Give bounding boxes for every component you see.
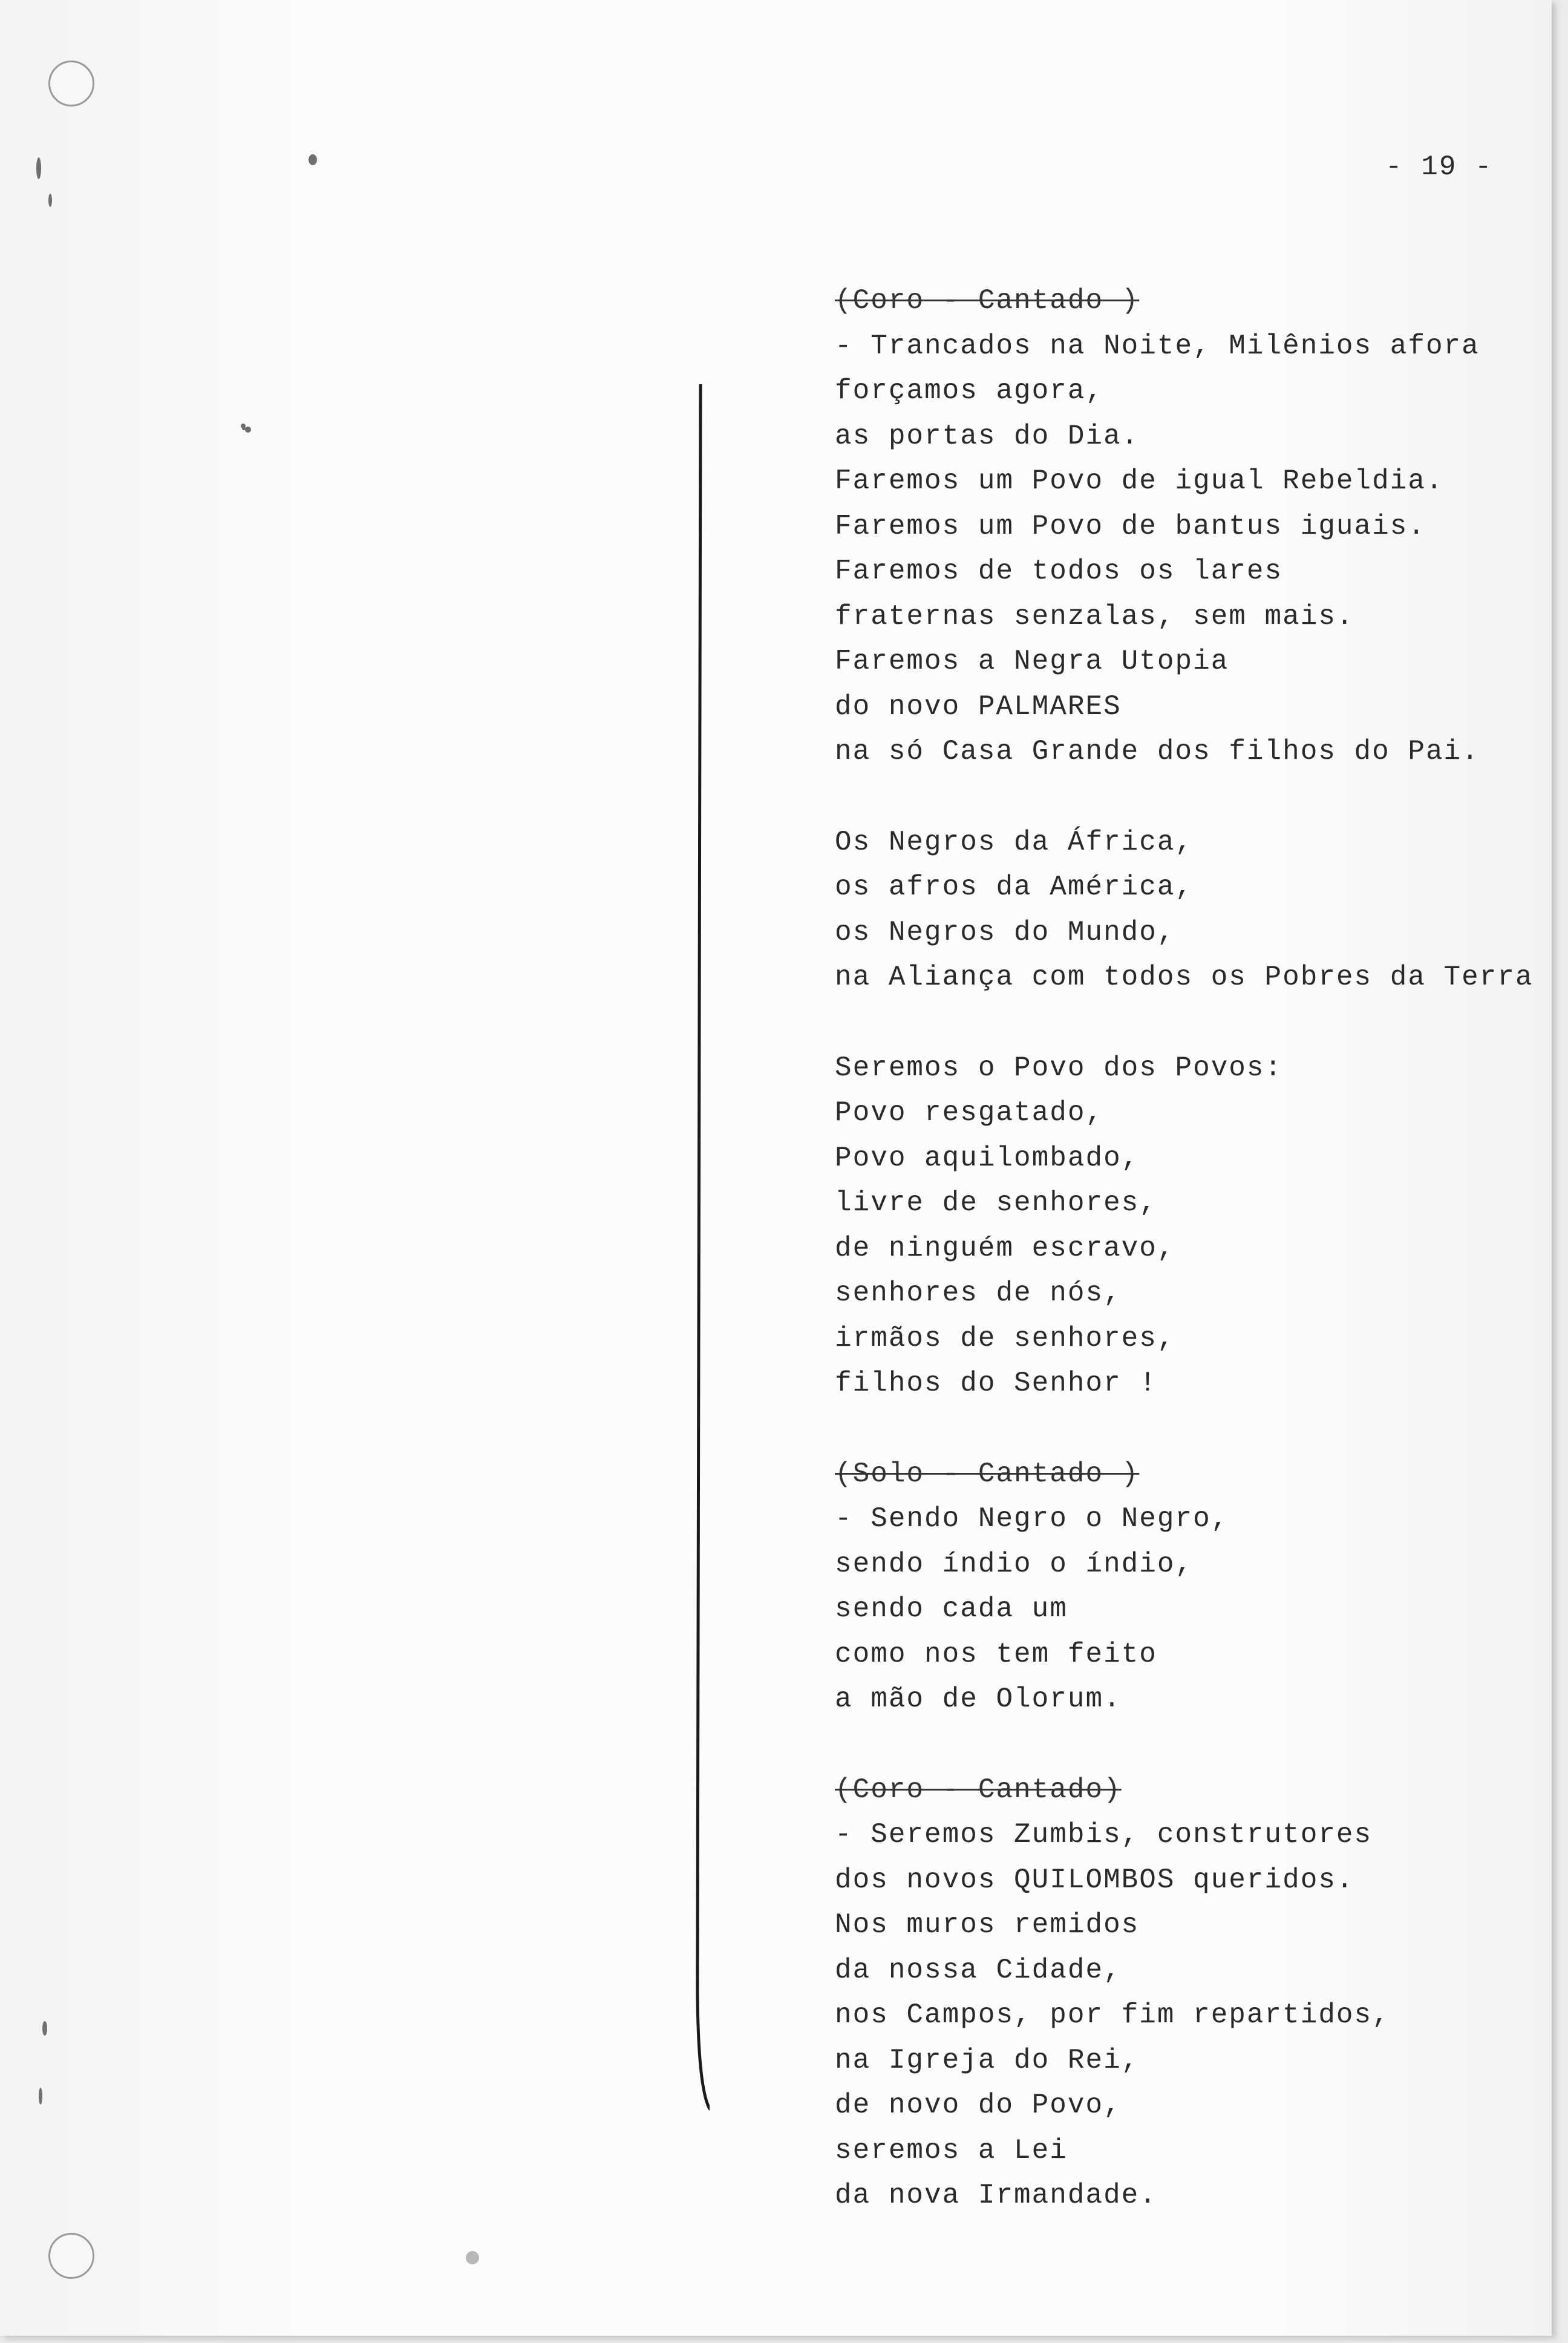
margin-line [691,384,710,2112]
poem-line: Faremos a Negra Utopia [835,646,1229,677]
speck [466,2251,479,2264]
poem-line: - Seremos Zumbis, construtores [835,1819,1373,1850]
poem-line: Nos muros remidos [835,1909,1140,1941]
stanza-gap [835,1000,1549,1046]
poem-line: Seremos o Povo dos Povos: [835,1052,1283,1084]
section-label: (Coro - Cantado) [835,1774,1122,1806]
poem-line: de ninguém escravo, [835,1232,1175,1264]
poem-line: Povo resgatado, [835,1097,1104,1129]
poem-line: na Igreja do Rei, [835,2044,1140,2076]
poem-line: os Negros do Mundo, [835,916,1175,948]
stanza-gap [835,775,1549,820]
poem-line: os afros da América, [835,871,1194,903]
poem-line: dos novos QUILOMBOS queridos. [835,1864,1354,1896]
poem-line: livre de senhores, [835,1187,1157,1219]
poem-line: da nova Irmandade. [835,2180,1157,2211]
poem-line: as portas do Dia. [835,420,1140,452]
stanza-gap [835,1406,1549,1452]
poem-line: - Trancados na Noite, Milênios afora [835,330,1480,362]
poem-line: a mão de Olorum. [835,1683,1122,1715]
poem-line: fraternas senzalas, sem mais. [835,600,1354,632]
poem-line: Povo aquilombado, [835,1142,1140,1174]
poem-line: - Sendo Negro o Negro, [835,1503,1229,1535]
speck [39,2088,42,2105]
poem-line: na só Casa Grande dos filhos do Pai. [835,736,1480,767]
poem-line: nos Campos, por fim repartidos, [835,1999,1390,2031]
poem-line: do novo PALMARES [835,690,1122,723]
poem-line: na Aliança com todos os Pobres da Terra [835,962,1534,993]
poem-line: sendo cada um [835,1593,1068,1625]
poem-line: forçamos agora, [835,375,1104,407]
stanza-gap [835,1722,1549,1768]
poem-line: Faremos um Povo de bantus iguais. [835,510,1426,542]
section-label: (Solo - Cantado ) [835,1458,1140,1490]
poem-line: como nos tem feito [835,1638,1157,1670]
speck [42,2021,47,2036]
speck [48,194,52,207]
poem-line: Faremos um Povo de igual Rebeldia. [835,465,1444,497]
poem-line: seremos a Lei [835,2134,1068,2166]
poem-line: sendo índio o índio, [835,1548,1194,1580]
speck [245,427,251,433]
poem-line: irmãos de senhores, [835,1322,1175,1354]
poem-line: Os Negros da África, [835,826,1194,858]
poem-line: senhores de nós, [835,1277,1122,1309]
poem-line: de novo do Povo, [835,2089,1122,2121]
poem-body [835,278,1549,2218]
section-label: (Coro - Cantado ) [835,285,1140,316]
punch-hole-bottom [48,2233,94,2279]
speck [241,424,246,428]
speck [309,154,317,165]
poem-line: Faremos de todos os lares [835,555,1283,587]
punch-hole-top [48,61,94,106]
page-number: - 19 - [1385,151,1493,183]
speck [36,157,41,179]
poem-line: da nossa Cidade, [835,1954,1122,1986]
poem-line: filhos do Senhor ! [835,1368,1157,1399]
